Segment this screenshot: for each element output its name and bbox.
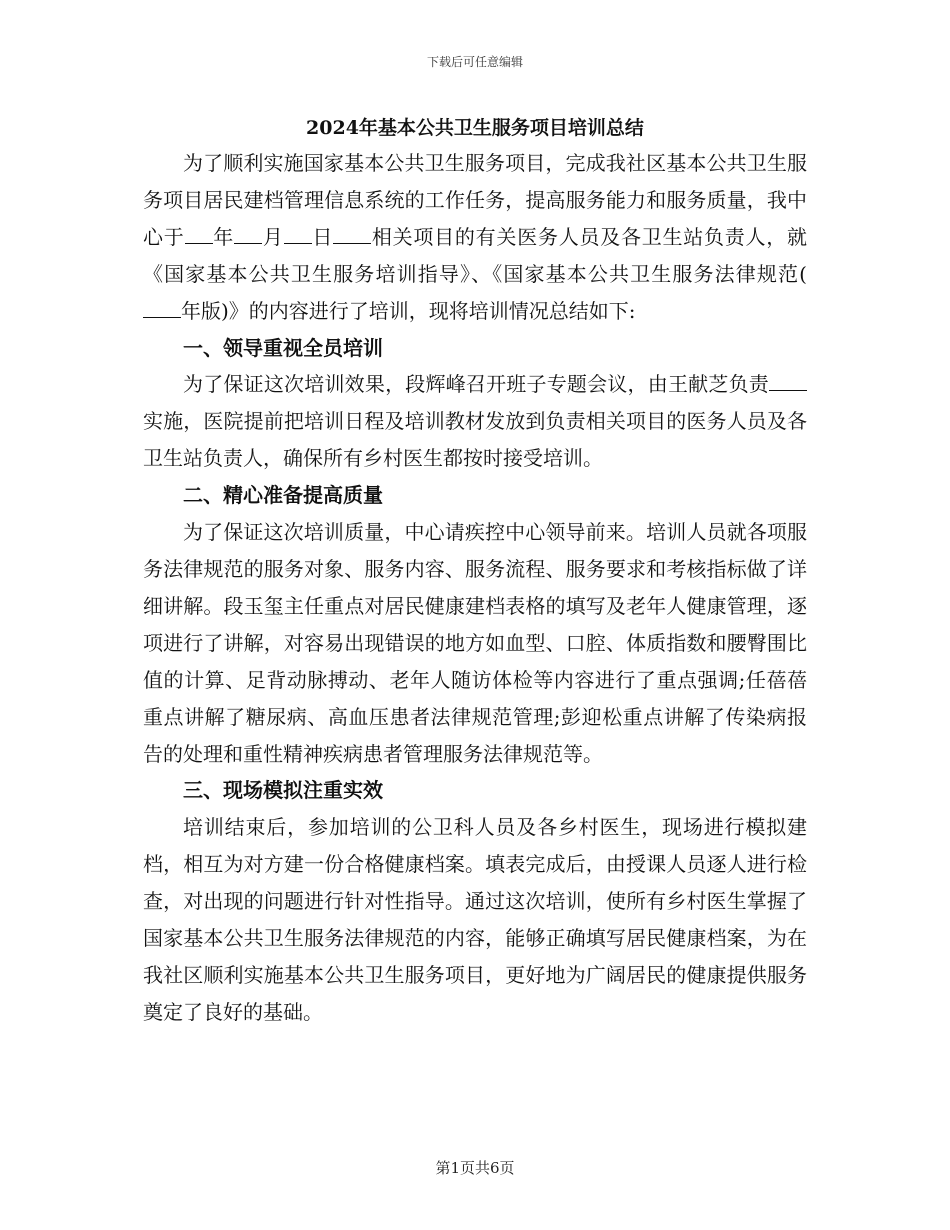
intro-text-6: 年版)》的内容进行了培训，现将培训情况总结如下: [181,298,636,323]
intro-text-5: 相关项目的有关医务人员及各卫生站负责人，就《国家基本公共卫生服务培训指导》、《国家基本公共卫生服务法律规范( [143,224,808,286]
blank-responsible [769,372,807,391]
document-body [143,145,807,1031]
blank-field [333,225,371,244]
blank-day [284,225,312,244]
blank-month [234,225,262,244]
section-heading-3: 三、现场模拟注重实效 [183,778,383,803]
page-footer: 第1页共6页 [435,1159,515,1177]
section-1-text-1: 为了保证这次培训效果，段辉峰召开班子专题会议，由王献芝负责 [183,372,769,397]
intro-text-3: 月 [262,224,284,249]
section-heading-2: 二、精心准备提高质量 [183,483,383,508]
intro-text-1: 为了顺利实施国家基本公共卫生服务项目，完成我社区基本公共卫生服务项目居民建档管理信息系统的工作任务，提高服务能力和服务质量，我中心于 [143,151,807,249]
intro-text-2: 年 [212,224,235,249]
section-heading-1: 一、领导重视全员培训 [183,335,383,360]
header-note: 下载后可任意编辑 [426,55,523,69]
section-paragraph-1 [143,366,807,477]
section-paragraph-3: 培训结束后，参加培训的公卫科人员及各乡村医生，现场进行模拟建档，相互为对方建一份合格健康档案。填表完成后，由授课人员逐人进行检查，对出现的问题进行针对性指导。通过这次培训，使所有乡村医生掌握了国家基本公共卫生服务法律规范的内容，能够正确填写居民健康档案，为在我社区顺利实施基本公共卫生服务项目，更好地为广阔居民的健康提供服务奠定了良好的基础。 [143,815,807,1024]
intro-text-4: 日 [311,224,334,249]
blank-year [185,225,213,244]
intro-paragraph [143,145,807,330]
blank-edition-year [143,299,181,318]
section-paragraph-2: 为了保证这次培训质量，中心请疾控中心领导前来。培训人员就各项服务法律规范的服务对象、服务内容、服务流程、服务要求和考核指标做了详细讲解。段玉玺主任重点对居民健康建档表格的填写及老年人健康管理，逐项进行了讲解，对容易出现错误的地方如血型、口腔、体质指数和腰臀围比值的计算、足背动脉搏动、老年人随访体检等内容进行了重点强调;任蓓蓓重点讲解了糖尿病、高血压患者法律规范管理;彭迎松重点讲解了传染病报告的处理和重性精神疾病患者管理服务法律规范等。 [143,520,807,766]
section-1-text-2: 实施，医院提前把培训日程及培训教材发放到负责相关项目的医务人员及各卫生站负责人，确保所有乡村医生都按时接受培训。 [143,409,807,471]
document-title: 2024年基本公共卫生服务项目培训总结 [306,117,644,139]
